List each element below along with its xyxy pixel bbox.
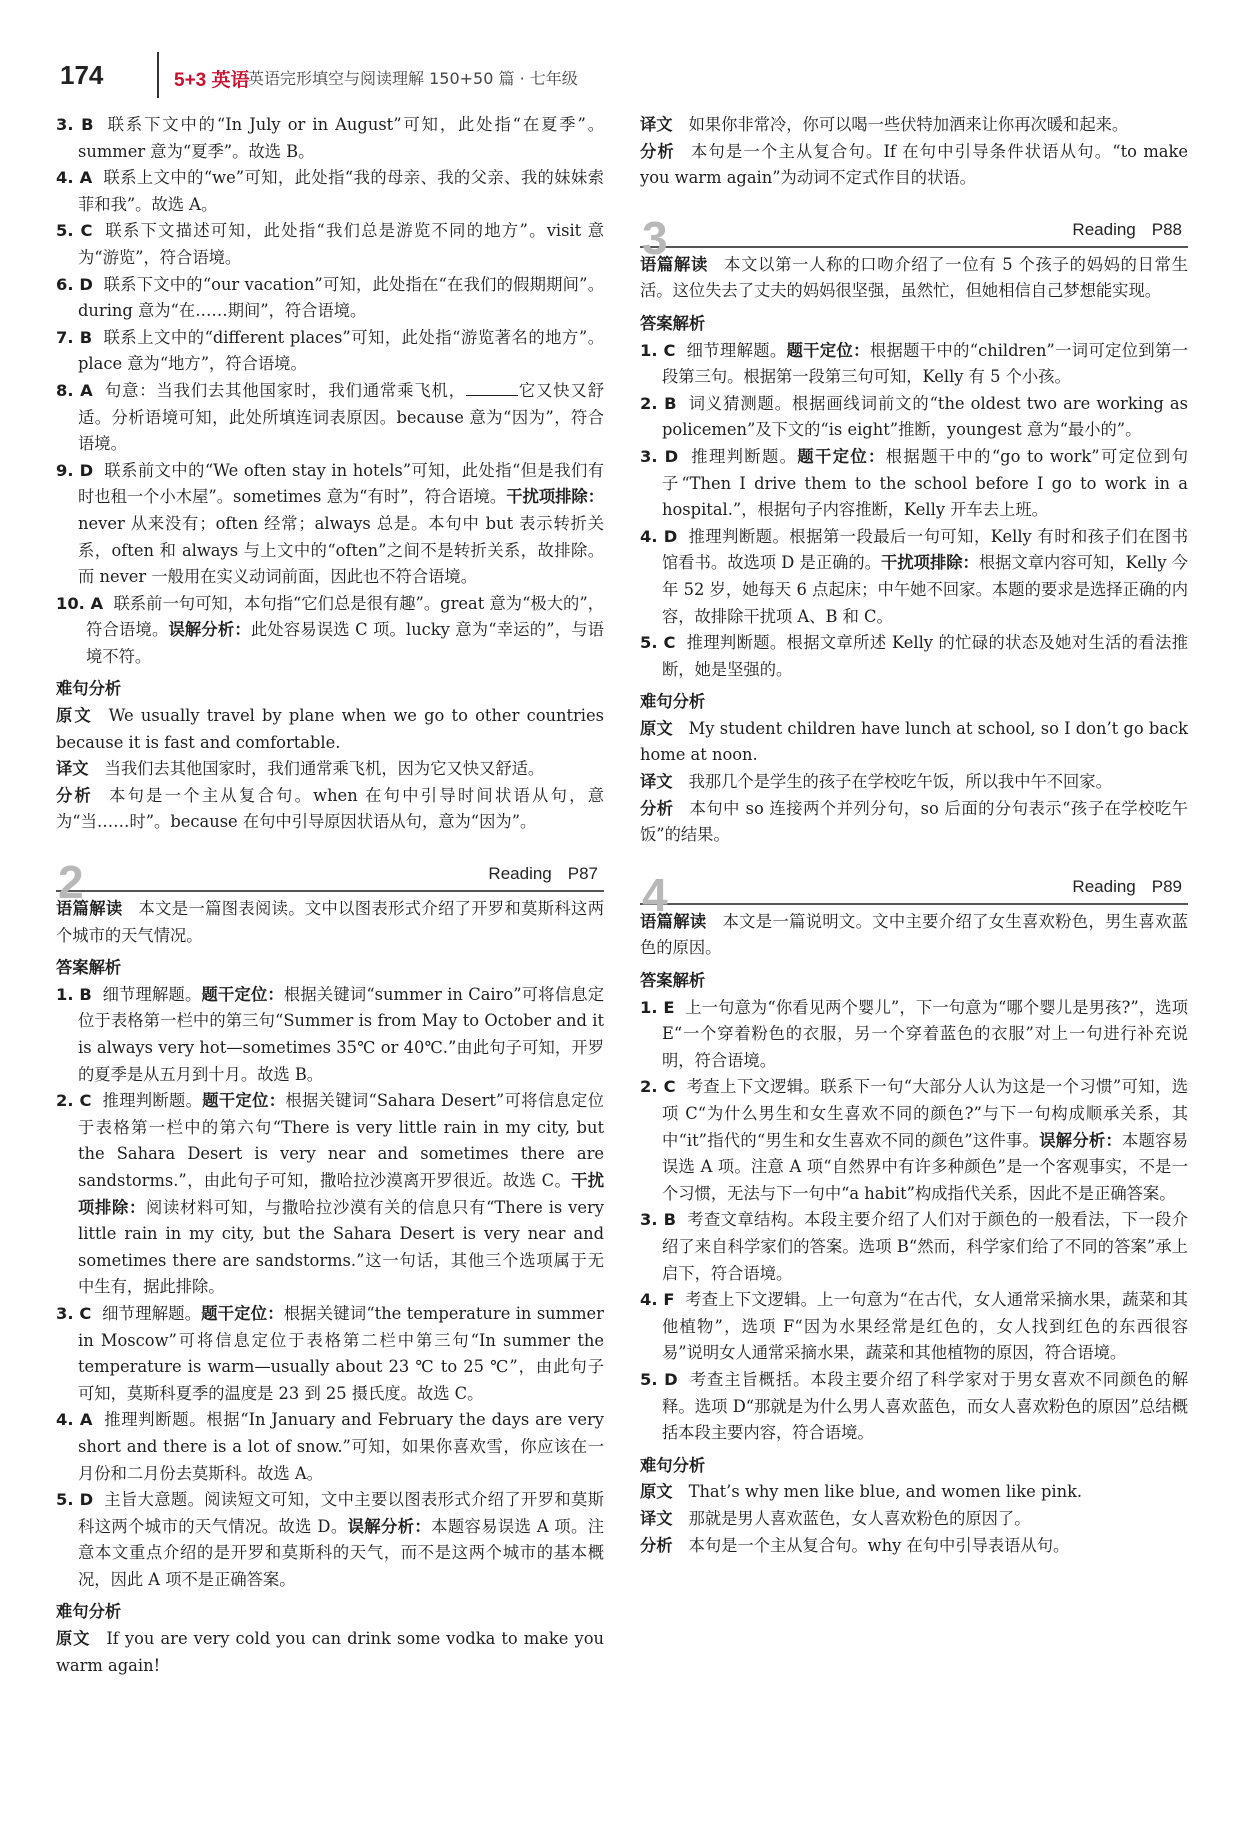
answer-item: 6. D 联系下文中的“our vacation”可知，此处指在“在我们的假期期间”。during 意为“在……期间”，符合语境。 xyxy=(56,274,604,321)
answer-item: 1. E 上一句意为“你看见两个婴儿”，下一句意为“哪个婴儿是男孩?”，选项 E“一个穿着粉色的衣服，另一个穿着蓝色的衣服”对上一句进行补充说明，符合语境。 xyxy=(640,997,1188,1070)
answer-item: 8. A 句意：当我们去其他国家时，我们通常乘飞机， 它又快又舒适。分析语境可知，此处所填连词表原因。because 意为“因为”，符合语境。 xyxy=(56,380,604,454)
answer-item: 1. C 细节理解题。题干定位：根据题干中的“children”一词可定位到第一段第三句。根据第一段第三句可知，Kelly 有 5 个小孩。 xyxy=(640,340,1188,387)
original-sentence: 原文 If you are very cold you can drink some vodka to make you warm again! xyxy=(56,1629,604,1675)
answer-item: 3. B 考查文章结构。本段主要介绍了人们对于颜色的一般看法，下一段介绍了来自科学家们的答案。选项 B“然而，科学家们给了不同的答案”承上启下，符合语境。 xyxy=(640,1210,1188,1283)
passage-intro: 语篇解读 本文是一篇图表阅读。文中以图表形式介绍了开罗和莫斯科这两个城市的天气情况。 xyxy=(56,899,604,945)
passage-header xyxy=(640,202,1188,265)
answer-item: 9. D 联系前文中的“We often stay in hotels”可知，此处指“但是我们有时也租一个小木屋”。sometimes 意为“有时”，符合语境。干扰项排除：never 从来没有；often 经常；always 总是。本句中 but 表示转折关系，often 和 always 与上文中的“often”之间不是转折关系，故排除。而 never 一般用在实义动词前面，因此也不符合语境。 xyxy=(56,460,604,587)
page-header xyxy=(50,52,1200,96)
reading-page: P88 xyxy=(1151,220,1182,240)
answer-item: 5. C 联系下文描述可知，此处指“我们总是游览不同的地方”。visit 意为“游览”，符合语境。 xyxy=(56,221,604,267)
answer-item: 7. B 联系上文中的“different places”可知，此处指“游览著名的地方”。place 意为“地方”，符合语境。 xyxy=(56,327,604,374)
answer-item: 2. C 推理判断题。题干定位：根据关键词“Sahara Desert”可将信息定位于表格第一栏中的第六句“There is very little rain in my city, but the Sahara Desert is very near and sometimes there are sandstorms.”，由此句子可知，撒哈拉沙漠离开罗很近。故选 C。干扰项排除：阅读材料可知，与撒哈拉沙漠有关的信息只有“There is very little rain in my city, but the Sahara Desert is very near and sometimes there are sandstorms.”这一句话，其他三个选项属于无中生有，据此排除。 xyxy=(56,1091,604,1297)
answer-item: 4. A 推理判断题。根据“In January and February the days are very short and there is a lot of snow.”可知，如果你喜欢雪，你应该在一月份和二月份去莫斯科。故选 A。 xyxy=(56,1410,604,1483)
translation: 译文 当我们去其他国家时，我们通常乘飞机，因为它又快又舒适。 xyxy=(56,759,545,779)
answer-item: 4. A 联系上文中的“we”可知，此处指“我的母亲、我的父亲、我的妹妹索菲和我”。故选 A。 xyxy=(56,168,605,214)
header-divider xyxy=(157,52,159,98)
section-heading: 答案解析 xyxy=(640,313,706,333)
analysis: 分析 本句是一个主从复合句。when 在句中引导时间状语从句，意为“当……时”。because 在句中引导原因状语从句，意为“因为”。 xyxy=(56,785,604,832)
section-heading: 难句分析 xyxy=(640,692,706,712)
brand-logo: 5+3 英语 xyxy=(174,70,250,91)
translation: 译文 我那几个是学生的孩子在学校吃午饭，所以我中午不回家。 xyxy=(640,772,1112,792)
answer-item: 3. B 联系下文中的“In July or in August”可知，此处指“在夏季”。summer 意为“夏季”。故选 B。 xyxy=(56,115,604,161)
section-heading: 难句分析 xyxy=(56,1602,122,1622)
answer-item: 1. B 细节理解题。题干定位：根据关键词“summer in Cairo”可将信息定位于表格第一栏中的第三句“Summer is from May to October and it is always very hot—sometimes 35℃ or 40℃.”由此句子可知，开罗的夏季是从五月到十月。故选 B。 xyxy=(56,984,604,1084)
passage-number: 4 xyxy=(642,869,668,922)
analysis: 分析 本句中 so 连接两个并列分句，so 后面的分句表示“孩子在学校吃午饭”的结果。 xyxy=(640,798,1188,845)
answer-item: 4. D 推理判断题。根据第一段最后一句可知，Kelly 有时和孩子们在图书馆看书。故选项 D 是正确的。干扰项排除：根据文章内容可知，Kelly 今年 52 岁，她每天 6 点起床；中午她不回家。本题的要求是选择正确的内容，故排除干扰项 A、B 和 C。 xyxy=(640,526,1189,626)
section-heading: 难句分析 xyxy=(56,679,122,699)
original-sentence: 原文 My student children have lunch at school, so I don’t go back home at noon. xyxy=(640,718,1188,765)
answer-item: 4. F 考查上下文逻辑。上一句意为“在古代，女人通常采摘水果，蔬菜和其他植物”，选项 F“因为水果经常是红色的，女人找到红色的东西很容易”说明女人通常采摘水果，蔬菜和其他植物的原因，符合语境。 xyxy=(640,1290,1188,1363)
reading-label: Reading xyxy=(1072,877,1136,897)
passage-header xyxy=(640,859,1188,922)
original-sentence: 原文 That’s why men like blue, and women like pink. xyxy=(640,1482,1083,1502)
translation: 译文 那就是男人喜欢蓝色，女人喜欢粉色的原因了。 xyxy=(640,1508,1031,1528)
book-title: 英语完形填空与阅读理解 150+50 篇 · 七年级 xyxy=(248,69,578,88)
reading-page: P87 xyxy=(567,864,598,884)
analysis: 分析 本句是一个主从复合句。If 在句中引导条件状语从句。“to make you warm again”为动词不定式作目的状语。 xyxy=(640,141,1188,188)
page-number: 174 xyxy=(60,60,104,90)
passage-number: 3 xyxy=(642,212,668,265)
answer-item: 3. D 推理判断题。题干定位：根据题干中的“go to work”可定位到句子“Then I drive them to the school before I go to work in a hospital.”，根据句子内容推断，Kelly 开车去上班。 xyxy=(640,446,1188,520)
answer-item: 2. B 词义猜测题。根据画线词前文的“the oldest two are working as policemen”及下文的“is eight”推断，youngest 意为“最小的”。 xyxy=(640,393,1188,440)
answer-item: 5. D 主旨大意题。阅读短文可知，文中主要以图表形式介绍了开罗和莫斯科这两个城市的天气情况。故选 D。误解分析：本题容易误选 A 项。注意本文重点介绍的是开罗和莫斯科的天气，而不是这两个城市的基本概况，因此 A 项不是正确答案。 xyxy=(56,1490,604,1589)
reading-page: P89 xyxy=(1151,877,1182,897)
left-column xyxy=(56,112,604,1679)
analysis: 分析 本句是一个主从复合句。why 在句中引导表语从句。 xyxy=(640,1535,1070,1555)
passage-intro: 语篇解读 本文是一篇说明文。文中主要介绍了女生喜欢粉色，男生喜欢蓝色的原因。 xyxy=(640,911,1188,958)
answer-item: 5. C 推理判断题。根据文章所述 Kelly 的忙碌的状态及她对生活的看法推断，她是坚强的。 xyxy=(640,633,1189,679)
answer-item: 10. A 联系前一句可知，本句指“它们总是很有趣”。great 意为“极大的”，符合语境。误解分析：此处容易误选 C 项。lucky 意为“幸运的”，与语境不符。 xyxy=(56,593,604,666)
passage-number: 2 xyxy=(58,856,84,909)
reading-label: Reading xyxy=(488,864,552,884)
original-sentence: 原文 We usually travel by plane when we go to other countries because it is fast and comfortable. xyxy=(56,706,604,752)
passage-intro: 语篇解读 本文以第一人称的口吻介绍了一位有 5 个孩子的妈妈的日常生活。这位失去了丈夫的妈妈很坚强，虽然忙，但她相信自己梦想能实现。 xyxy=(640,254,1188,301)
section-heading: 难句分析 xyxy=(640,1455,706,1475)
section-heading: 答案解析 xyxy=(640,971,706,991)
answer-item: 5. D 考查主旨概括。本段主要介绍了科学家对于男女喜欢不同颜色的解释。选项 D“那就是为什么男人喜欢蓝色，而女人喜欢粉色的原因”总结概括本段主要内容，符合语境。 xyxy=(640,1369,1188,1443)
reading-label: Reading xyxy=(1072,220,1136,240)
answer-item: 3. C 细节理解题。题干定位：根据关键词“the temperature in summer in Moscow”可将信息定位于表格第二栏中第三句“In summer the temperature is warm—usually about 23 ℃ to 25 ℃”，由此句子可知，莫斯科夏季的温度是 23 到 25 摄氏度。故选 C。 xyxy=(56,1303,604,1403)
answer-item: 2. C 考查上下文逻辑。联系下一句“大部分人认为这是一个习惯”可知，选项 C“为什么男生和女生喜欢不同的颜色?”与下一句构成顺承关系，其中“it”指代的“男生和女生喜欢不同的颜色”这件事。误解分析：本题容易误选 A 项。注意 A 项“自然界中有许多种颜色”是一个客观事实，不是一个习惯，无法与下一句中“a habit”构成指代关系，因此不是正确答案。 xyxy=(640,1077,1188,1203)
fill-blank xyxy=(466,381,518,396)
translation: 译文 如果你非常冷，你可以喝一些伏特加酒来让你再次暖和起来。 xyxy=(640,115,1129,134)
passage-header xyxy=(56,846,604,909)
right-column xyxy=(640,112,1188,1559)
section-heading: 答案解析 xyxy=(56,958,122,978)
